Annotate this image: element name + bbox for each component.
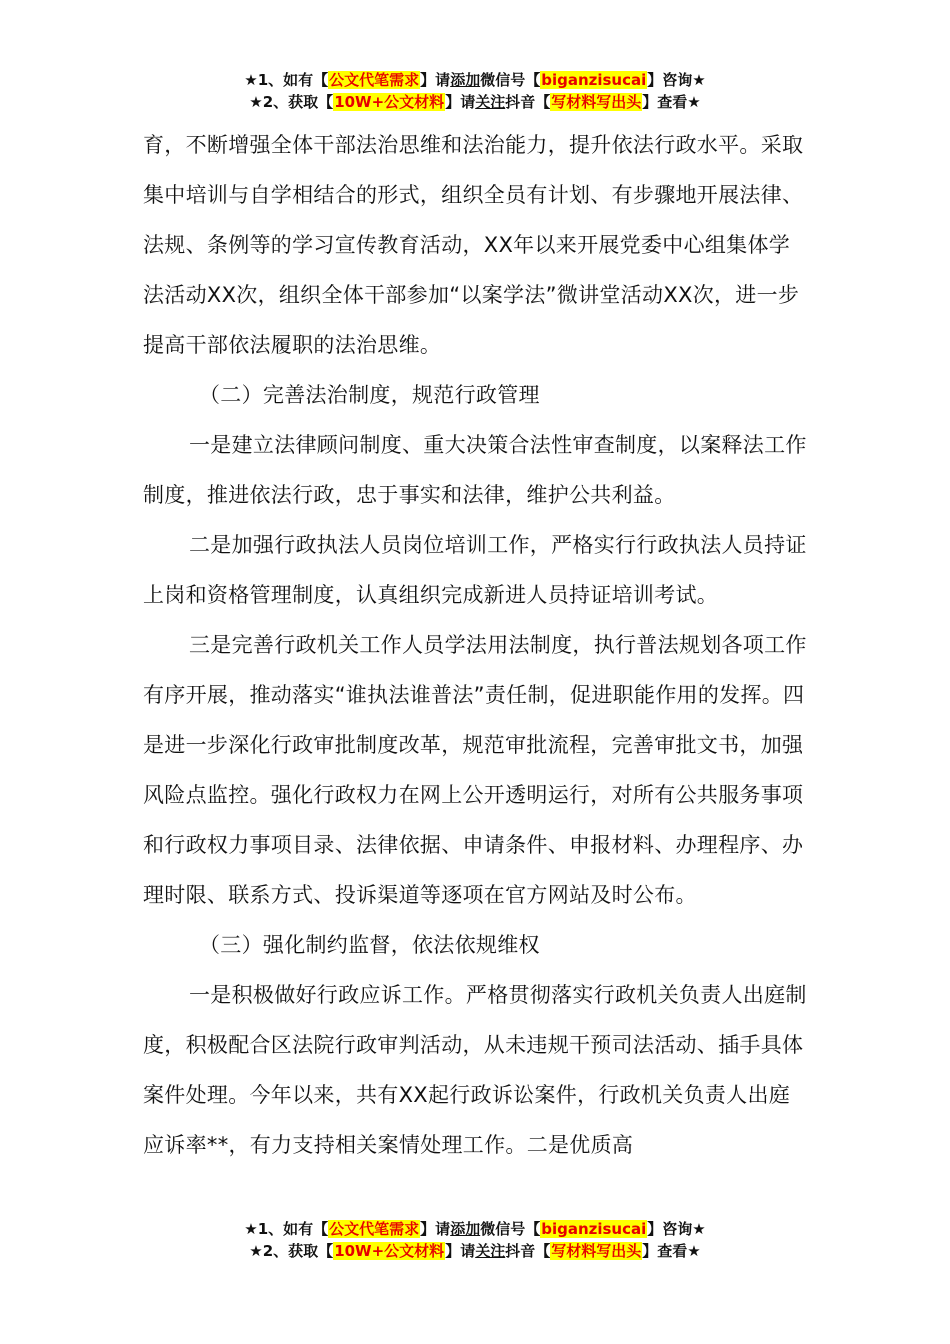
banner-text: 】咨询★ [647,1220,706,1238]
banner-line-1 [0,1218,950,1240]
section-heading-3: （三）强化制约监督，依法依规维权 [199,933,540,957]
banner-text: 抖音【 [505,1242,551,1260]
banner-text: ★2、获取【 [249,93,334,111]
banner-text: 】请 [445,1242,476,1260]
paragraph: 三是完善行政机关工作人员学法用法制度，执行普法规划各项工作有序开展，推动落实“谁执法谁普法”责任制，促进职能作用的发挥。四是进一步深化行政审批制度改革，规范审批流程，完善审批文书，加强风险点监控。强化行政权力在网上公开透明运行，对所有公共服务事项和行政权力事项目录、法律依据、申请条件、申报材料、办理程序、办理时限、联系方式、投诉渠道等逐项在官方网站及时公布。 [143,633,807,907]
footer-banner [0,1218,950,1262]
banner-text: 】咨询★ [647,71,706,89]
banner-text: 】请 [420,1220,451,1238]
underlined-text: 关注 [475,93,506,111]
highlight-tag: 10W+公文材料 [334,1242,445,1260]
banner-text: 】请 [420,71,451,89]
paragraph-continued: 育，不断增强全体干部法治思维和法治能力，提升依法行政水平。采取集中培训与自学相结合的形式，组织全员有计划、有步骤地开展法律、法规、条例等的学习宣传教育活动，XX年以来开展党委中心组集体学法活动XX次，组织全体干部参加“以案学法”微讲堂活动XX次，进一步提高干部依法履职的法治思维。 [143,133,804,357]
banner-line-1 [0,69,950,91]
wechat-id-highlight: biganzisucai [541,1220,647,1238]
highlight-tag: 公文代笔需求 [329,71,420,89]
paragraph: 二是加强行政执法人员岗位培训工作，严格实行行政执法人员持证上岗和资格管理制度，认真组织完成新进人员持证培训考试。 [143,533,807,607]
banner-text: ★2、获取【 [249,1242,334,1260]
banner-text: 抖音【 [505,93,551,111]
underlined-text: 添加 [450,71,481,89]
header-banner [0,69,950,113]
section-heading-2: （二）完善法治制度，规范行政管理 [199,383,540,407]
banner-text: 】查看★ [642,1242,701,1260]
underlined-text: 添加 [450,1220,481,1238]
banner-text: 】查看★ [642,93,701,111]
highlight-tag: 10W+公文材料 [334,93,445,111]
paragraph: 一是积极做好行政应诉工作。严格贯彻落实行政机关负责人出庭制度，积极配合区法院行政审判活动，从未违规干预司法活动、插手具体案件处理。今年以来，共有XX起行政诉讼案件，行政机关负责人出庭应诉率**，有力支持相关案情处理工作。二是优质高 [143,983,807,1157]
document-body [143,120,807,1170]
highlight-tag: 公文代笔需求 [329,1220,420,1238]
douyin-account-highlight: 写材料写出头 [551,1242,642,1260]
banner-text: 微信号【 [480,1220,541,1238]
banner-text: 】请 [445,93,476,111]
banner-text: ★1、如有【 [244,71,329,89]
paragraph: 一是建立法律顾问制度、重大决策合法性审查制度，以案释法工作制度，推进依法行政，忠于事实和法律，维护公共利益。 [143,433,807,507]
wechat-id-highlight: biganzisucai [541,71,647,89]
douyin-account-highlight: 写材料写出头 [551,93,642,111]
banner-text: 微信号【 [480,71,541,89]
underlined-text: 关注 [475,1242,506,1260]
banner-line-2 [0,91,950,113]
banner-line-2 [0,1240,950,1262]
banner-text: ★1、如有【 [244,1220,329,1238]
